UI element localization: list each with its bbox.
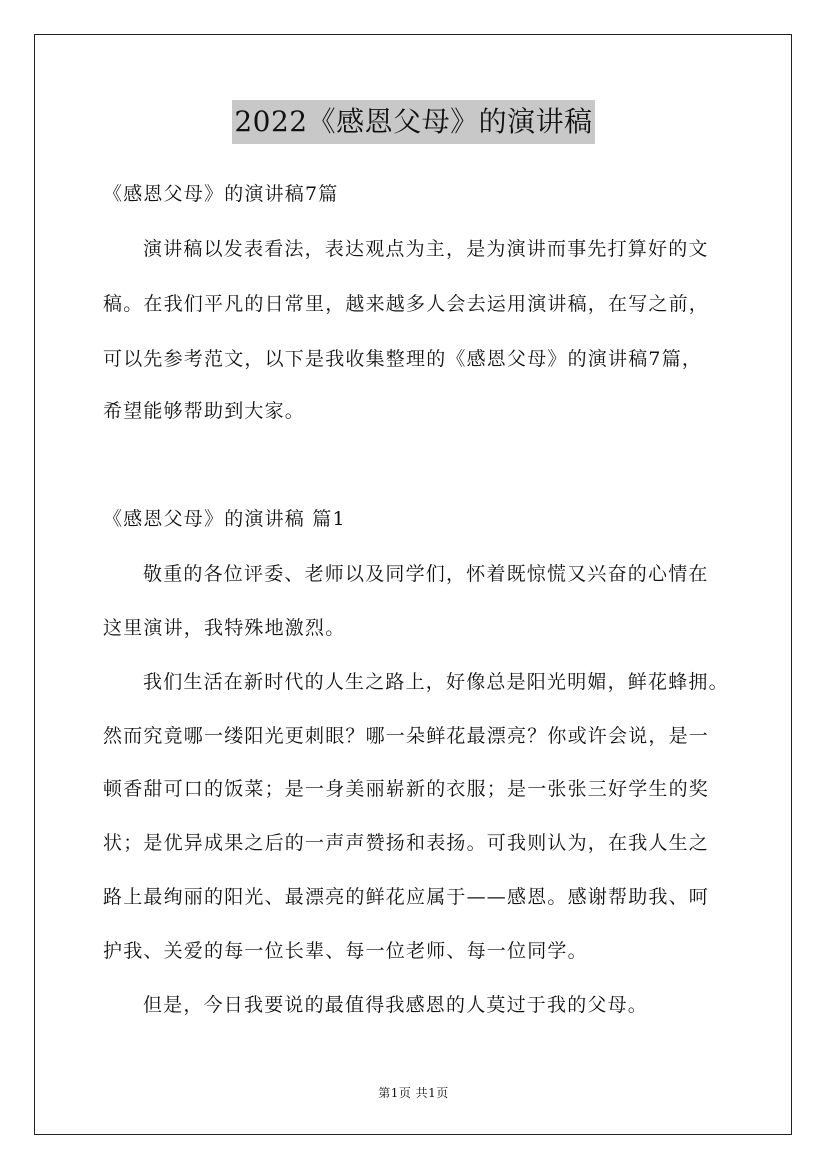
para2-line-6: 护我、关爱的每一位长辈、每一位老师、每一位同学。	[103, 940, 588, 962]
document-title-wrap	[0, 100, 827, 144]
intro-line-1: 演讲稿以发表看法，表达观点为主，是为演讲而事先打算好的文	[143, 238, 709, 260]
para1-line-1: 敬重的各位评委、老师以及同学们，怀着既惊慌又兴奋的心情在	[143, 563, 709, 585]
document-title: 2022《感恩父母》的演讲稿	[232, 100, 594, 144]
para2-line-4: 状；是优异成果之后的一声声赞扬和表扬。可我则认为，在我人生之	[103, 832, 710, 854]
page-footer: 第1页 共1页	[378, 1086, 449, 1100]
para1-line-2: 这里演讲，我特殊地激烈。	[103, 617, 346, 639]
para2-line-1: 我们生活在新时代的人生之路上，好像总是阳光明媚，鲜花蜂拥。	[143, 671, 729, 693]
intro-line-2: 稿。在我们平凡的日常里，越来越多人会去运用演讲稿，在写之前，	[103, 293, 710, 315]
intro-line-3: 可以先参考范文，以下是我收集整理的《感恩父母》的演讲稿7篇，	[103, 348, 703, 370]
document-subtitle: 《感恩父母》的演讲稿7篇	[103, 183, 339, 205]
para2-line-3: 顿香甜可口的饭菜；是一身美丽崭新的衣服；是一张张三好学生的奖	[103, 778, 710, 800]
para2-line-5: 路上最绚丽的阳光、最漂亮的鲜花应属于——感恩。感谢帮助我、呵	[103, 886, 710, 908]
para3-line-1: 但是，今日我要说的最值得我感恩的人莫过于我的父母。	[143, 994, 649, 1016]
section-heading: 《感恩父母》的演讲稿 篇1	[103, 508, 346, 530]
para2-line-2: 然而究竟哪一缕阳光更刺眼？哪一朵鲜花最漂亮？你或许会说，是一	[103, 725, 710, 747]
intro-line-4: 希望能够帮助到大家。	[103, 400, 306, 422]
